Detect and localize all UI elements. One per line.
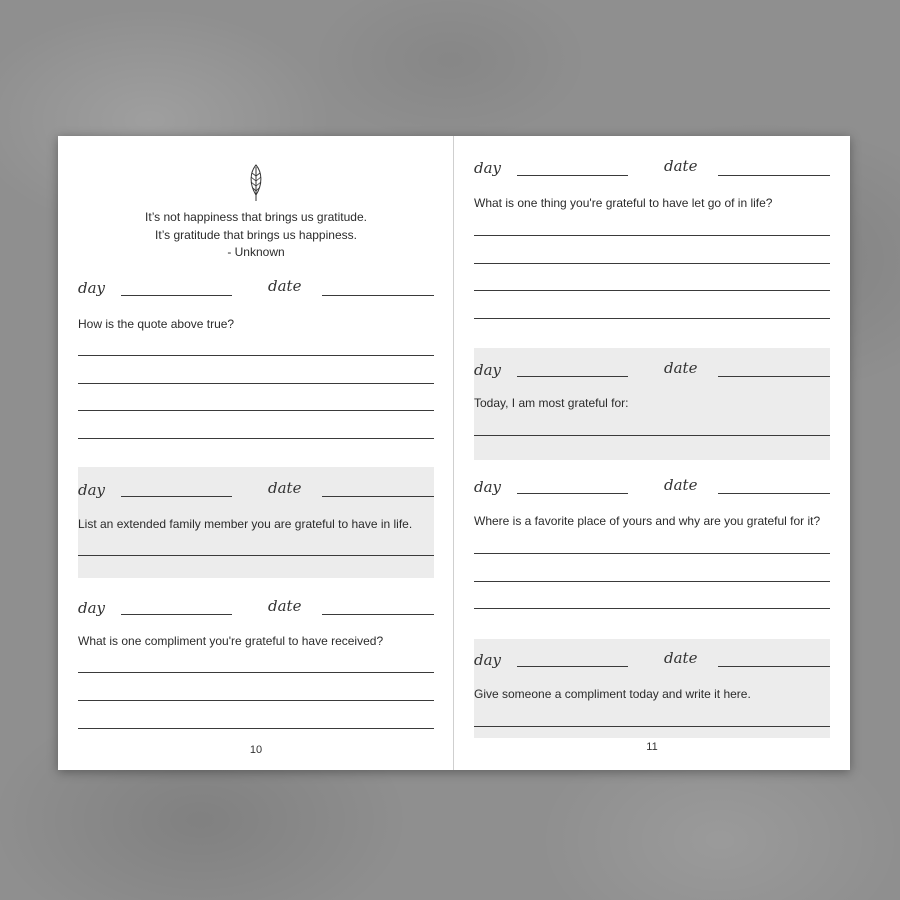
writing-line[interactable]	[474, 318, 830, 319]
prompt-text: How is the quote above true?	[78, 317, 235, 331]
quote-line-2: It’s gratitude that brings us happiness.	[155, 228, 357, 242]
writing-line[interactable]	[474, 435, 830, 436]
left-page	[58, 136, 454, 770]
day-label: day	[474, 361, 502, 379]
prompt-text: What is one thing you're grateful to have let go of in life?	[474, 196, 773, 210]
quote-line-1: It’s not happiness that brings us gratitude.	[145, 210, 367, 224]
day-write-line[interactable]	[121, 496, 232, 497]
quote-author: - Unknown	[227, 245, 285, 259]
writing-line[interactable]	[78, 383, 434, 384]
day-label: day	[78, 481, 106, 499]
date-write-line[interactable]	[718, 175, 830, 176]
day-label: day	[474, 478, 502, 496]
day-write-line[interactable]	[517, 493, 628, 494]
entry-section-1	[78, 276, 434, 446]
prompt-text: What is one compliment you're grateful to have received?	[78, 634, 384, 648]
day-label: day	[78, 279, 106, 297]
writing-line[interactable]	[78, 410, 434, 411]
day-label: day	[474, 159, 502, 177]
writing-line[interactable]	[474, 235, 830, 236]
day-write-line[interactable]	[121, 295, 232, 296]
writing-line[interactable]	[78, 700, 434, 701]
page-number: 11	[646, 741, 658, 753]
writing-line[interactable]	[474, 726, 830, 727]
date-write-line[interactable]	[718, 666, 830, 667]
day-label: day	[474, 651, 502, 669]
entry-section-1	[474, 156, 830, 326]
writing-line[interactable]	[474, 553, 830, 554]
writing-line[interactable]	[78, 672, 434, 673]
entry-section-2	[474, 348, 830, 460]
prompt-text: Give someone a compliment today and write it here.	[474, 687, 751, 701]
date-label: date	[268, 597, 302, 615]
date-label: date	[664, 476, 698, 494]
prompt-text: Today, I am most grateful for:	[474, 396, 629, 410]
prompt-text: Where is a favorite place of yours and why are you grateful for it?	[474, 514, 821, 528]
writing-line[interactable]	[474, 290, 830, 291]
page-number: 10	[249, 744, 263, 756]
date-label: date	[268, 277, 302, 295]
date-write-line[interactable]	[322, 496, 434, 497]
prompt-text: List an extended family member you are grateful to have in life.	[78, 517, 413, 531]
entry-section-3	[474, 474, 830, 614]
entry-section-4	[474, 639, 830, 738]
day-write-line[interactable]	[121, 614, 232, 615]
journal-spread	[58, 136, 850, 770]
date-label: date	[664, 649, 698, 667]
writing-line[interactable]	[78, 555, 434, 556]
right-page	[454, 136, 850, 770]
date-label: date	[664, 359, 698, 377]
date-write-line[interactable]	[322, 614, 434, 615]
writing-line[interactable]	[78, 728, 434, 729]
writing-line[interactable]	[78, 355, 434, 356]
writing-line[interactable]	[474, 581, 830, 582]
entry-section-3	[78, 594, 434, 734]
date-write-line[interactable]	[322, 295, 434, 296]
day-write-line[interactable]	[517, 376, 628, 377]
writing-line[interactable]	[474, 263, 830, 264]
date-write-line[interactable]	[718, 493, 830, 494]
date-write-line[interactable]	[718, 376, 830, 377]
date-label: date	[664, 157, 698, 175]
day-write-line[interactable]	[517, 666, 628, 667]
date-label: date	[268, 479, 302, 497]
leaf-icon	[246, 164, 266, 202]
writing-line[interactable]	[474, 608, 830, 609]
writing-line[interactable]	[78, 438, 434, 439]
day-label: day	[78, 599, 106, 617]
entry-section-2	[78, 467, 434, 578]
day-write-line[interactable]	[517, 175, 628, 176]
